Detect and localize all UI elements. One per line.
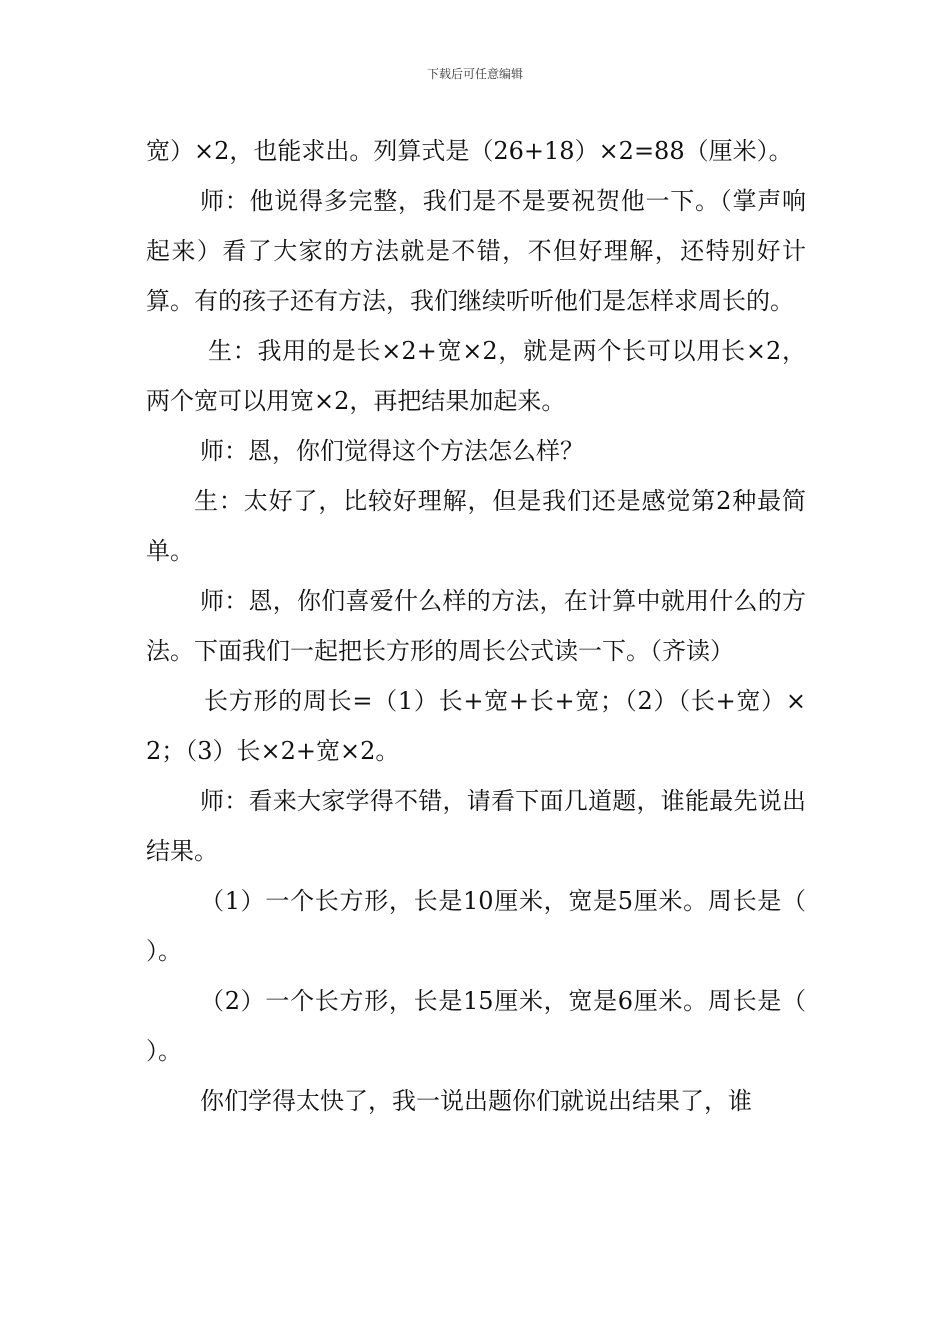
page-header: 下载后可任意编辑 xyxy=(426,67,523,81)
paragraph-11: 你们学得太快了，我一说出题你们就说出结果了，谁 xyxy=(200,1087,752,1115)
paragraph-5: 生：太好了，比较好理解，但是我们还是感觉第2种最简单。 xyxy=(146,487,806,565)
paragraph-8: 师：看来大家学得不错，请看下面几道题，谁能最先说出结果。 xyxy=(146,787,806,865)
paragraph-2: 师：他说得多完整，我们是不是要祝贺他一下。（掌声响起来）看了大家的方法就是不错，不但好理解，还特别好计算。有的孩子还有方法，我们继续听听他们是怎样求周长的。 xyxy=(146,187,806,315)
paragraph-4: 师：恩，你们觉得这个方法怎么样？ xyxy=(200,437,584,465)
paragraph-1: 宽）×2，也能求出。列算式是（26+18）×2=88（厘米）。 xyxy=(146,137,793,165)
paragraph-6: 师：恩，你们喜爱什么样的方法，在计算中就用什么的方法。下面我们一起把长方形的周长公式读一下。（齐读） xyxy=(146,587,806,665)
paragraph-7-formula: 长方形的周长=（1）长+宽+长+宽；（2）（长+宽）×2；（3）长×2+宽×2。 xyxy=(146,687,806,765)
document-body xyxy=(146,126,854,1126)
exercise-1: （1）一个长方形，长是10厘米，宽是5厘米。周长是（ ）。 xyxy=(146,887,854,965)
exercise-2: （2）一个长方形，长是15厘米，宽是6厘米。周长是（ ）。 xyxy=(146,987,854,1065)
paragraph-3: 生：我用的是长×2+宽×2，就是两个长可以用长×2，两个宽可以用宽×2，再把结果加起来。 xyxy=(146,337,806,415)
